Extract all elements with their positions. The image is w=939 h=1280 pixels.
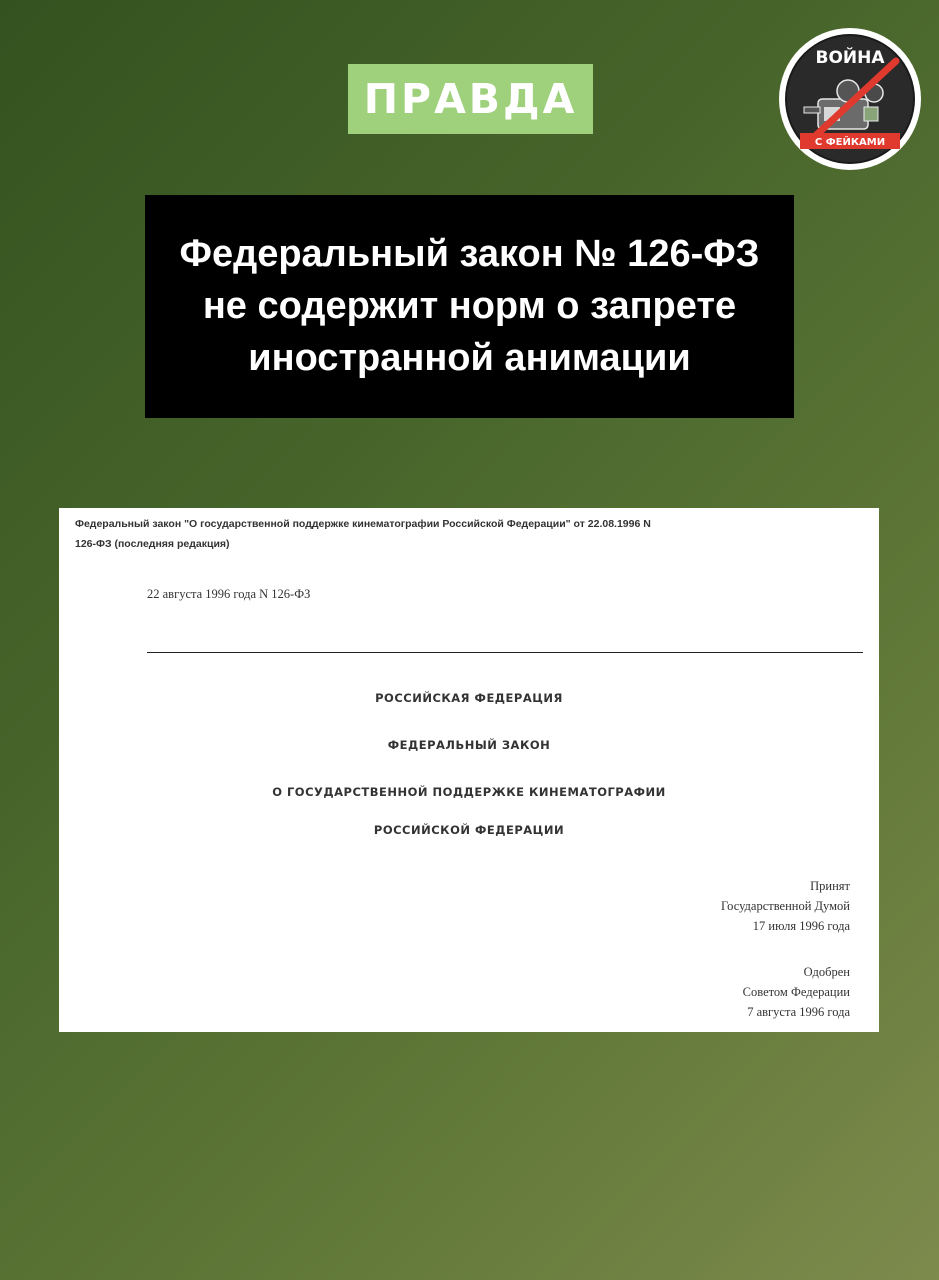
heading-federal-law: ФЕДЕРАЛЬНЫЙ ЗАКОН [387,738,551,752]
approved-line-1: Одобрен [803,965,850,979]
document-date: 22 августа 1996 года N 126-ФЗ [147,587,311,601]
law-document-excerpt [59,508,879,1032]
heading-law-title-1: О ГОСУДАРСТВЕННОЙ ПОДДЕРЖКЕ КИНЕМАТОГРАФИИ [272,785,666,799]
adopted-block [721,876,850,936]
heading-russian-federation: РОССИЙСКАЯ ФЕДЕРАЦИЯ [375,691,563,705]
logo-emblem [778,27,922,171]
approved-line-2: Советом Федерации [742,985,850,999]
headline-line-3: иностранной анимации [248,337,691,379]
document-header-line-1: Федеральный закон "О государственной поддержке кинематографии Российской Федерации" от 22.08.1996 N [75,518,651,530]
voina-s-feikami-logo [778,27,922,171]
headline-box [145,195,794,418]
logo-bottom-text: С ФЕЙКАМИ [814,137,886,148]
adopted-line-1: Принят [810,879,850,893]
document-divider [147,652,863,653]
verdict-badge: ПРАВДА [348,64,593,134]
approved-block [743,962,850,1022]
headline-line-1: Федеральный закон № 126-ФЗ [179,233,760,275]
adopted-line-3: 17 июля 1996 года [752,919,850,933]
heading-law-title-2: РОССИЙСКОЙ ФЕДЕРАЦИИ [373,823,565,837]
approved-line-3: 7 августа 1996 года [747,1005,850,1019]
logo-top-text: ВОЙНА [815,48,885,68]
document-header [75,514,865,554]
headline-line-2: не содержит норм о запрете [202,285,737,327]
adopted-line-2: Государственной Думой [721,899,850,913]
document-header-line-2: 126-ФЗ (последняя редакция) [75,538,230,550]
